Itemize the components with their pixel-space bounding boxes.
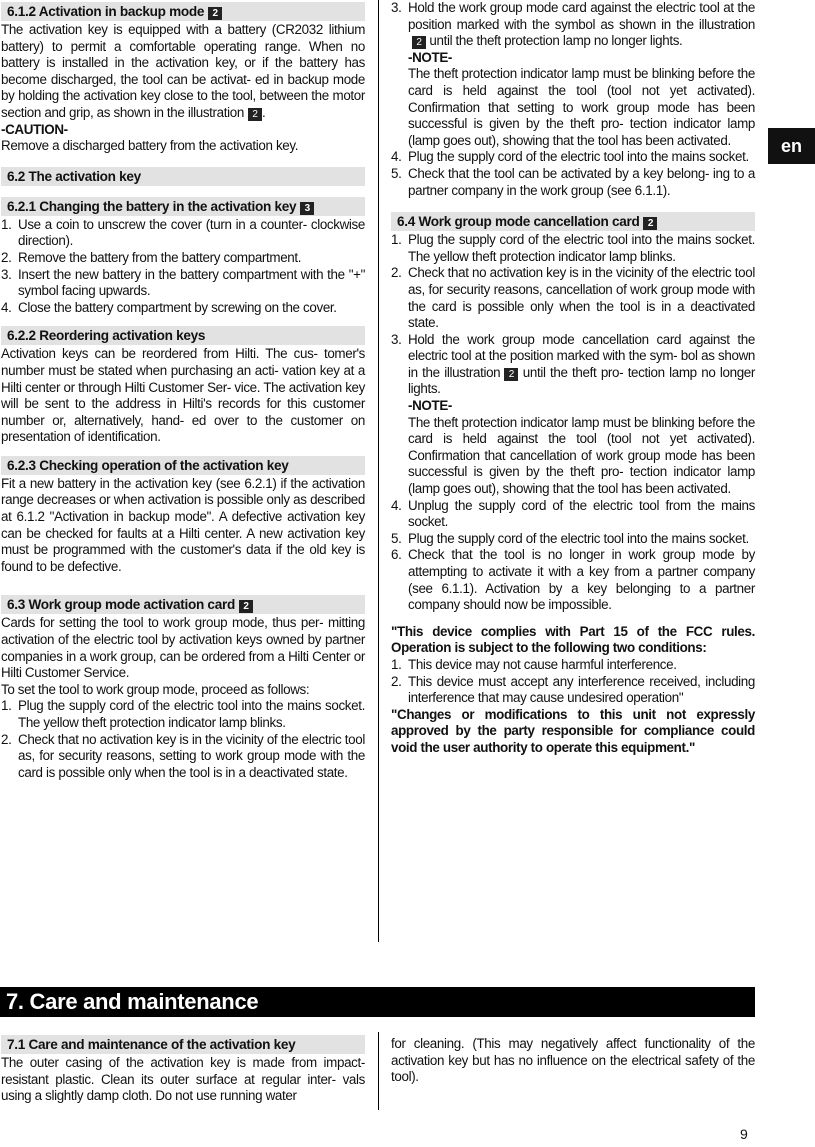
list-number: 2. xyxy=(391,673,402,689)
list-number: 3. xyxy=(391,331,402,347)
list-text: Plug the supply cord of the electric tool into the mains socket. The yellow theft protection indicator lamp blinks. xyxy=(18,698,365,730)
list-item xyxy=(391,332,755,498)
section-heading-6-2-2 xyxy=(1,326,365,345)
list-text-continued: until the theft pro- tection lamp no longer lights. xyxy=(408,364,756,397)
paragraph-care-left: The outer casing of the activation key is made from impact- resistant plastic. Clean its outer surface at regular inter- vals using a slightly damp cloth. Do not use running water xyxy=(1,1055,365,1104)
list-text: Check that the tool is no longer in work group mode by attempting to activate it with a key from a partner company (see 6.1.1). Activation by a key belonging to a partner company should now be impossible. xyxy=(408,547,755,613)
list-number: 5. xyxy=(391,165,402,181)
note-label: -NOTE- xyxy=(408,398,453,414)
caution-text: Remove a discharged battery from the activation key. xyxy=(1,138,299,154)
list-number: 1. xyxy=(391,232,402,248)
list-number: 3. xyxy=(1,266,12,282)
list-text: Insert the new battery in the battery compartment with the "+" symbol facing upwards. xyxy=(18,266,365,299)
note-text: The theft protection indicator lamp must be blinking before the card is held against the tool (tool not yet activated). Confirmation that setting to work group mode has been successful is given by the theft pro- tection indicator lamp (lamp goes out), showing that the tool has been activated. xyxy=(408,66,755,148)
list-number: 4. xyxy=(391,149,402,165)
right-column xyxy=(391,0,755,757)
fcc-changes-warning: "Changes or modifications to this unit not expressly approved by the party responsible for compliance could void the user authority to operate this equipment." xyxy=(391,706,755,755)
list-item xyxy=(1,250,365,267)
note-text: The theft protection indicator lamp must be blinking before the card is held against the tool (tool not yet activated). Confirmation that cancellation of work group mode has been successful is given by the theft pro- tection indicator lamp (lamp goes out), showing that the tool has been activated. xyxy=(408,414,755,497)
battery-steps-list xyxy=(1,217,365,317)
list-text: Close the battery compartment by screwing on the cover. xyxy=(18,299,337,315)
heading-text: 6.3 Work group mode activation card xyxy=(7,597,235,613)
column-divider-top xyxy=(378,0,379,942)
paragraph-care-right: for cleaning. (This may negatively affect functionality of the activation key but has no influence on the electrical safety of the tool). xyxy=(391,1036,755,1085)
list-text: Plug the supply cord of the electric tool into the mains socket. The yellow theft protection indicator lamp blinks. xyxy=(408,232,755,264)
paragraph-checking: Fit a new battery in the activation key (see 6.2.1) if the activation range decreases or when activation is possible only as described at 6.1.2 "Activation in backup mode". A defective activation key can be checked for faults at a Hilti center. A new activation key must be programmed with the customer's data if the old key is found to be defective. xyxy=(1,475,365,574)
heading-text: 6.4 Work group mode cancellation card xyxy=(397,214,640,230)
list-text: Hold the work group mode cancellation card against the electric tool at the position marked with the sym- bol as shown in the illustration xyxy=(408,331,755,380)
list-number: 4. xyxy=(1,299,12,315)
chapter7-left-column xyxy=(1,1035,365,1105)
section-heading-6-2 xyxy=(1,167,365,186)
list-number: 1. xyxy=(1,698,12,714)
heading-text: 6.2 The activation key xyxy=(7,168,141,184)
list-item xyxy=(1,217,365,250)
illustration-ref-badge: 2 xyxy=(208,7,222,20)
list-text: Plug the supply cord of the electric tool into the mains socket. xyxy=(408,530,749,546)
language-tab: en xyxy=(768,128,815,164)
column-divider-bottom xyxy=(378,1032,379,1110)
list-text: Check that the tool can be activated by a key belong- ing to a partner company in the work group (see 6.1.1). xyxy=(408,165,755,198)
list-number: 1. xyxy=(1,216,12,232)
section-heading-6-2-3 xyxy=(1,456,365,475)
illustration-ref-badge: 2 xyxy=(248,108,262,121)
chapter7-right-column xyxy=(391,1036,755,1086)
heading-text: 6.1.2 Activation in backup mode xyxy=(7,4,205,19)
list-number: 2. xyxy=(391,265,402,281)
list-text: Check that no activation key is in the vicinity of the electric tool as, for security reasons, cancellation of work group mode with the card is possible only when the tool is in a deactivated state. xyxy=(408,265,755,331)
paragraph-text: The activation key is equipped with a battery (CR2032 lithium battery) to permit a comfortable operating range. When no battery is installed in the activation key, or if the battery has become discharged, the tool can be activat- ed in backup mode by holding the activation key close to the tool, between the motor section and grip, as shown in the illustration xyxy=(1,22,365,120)
left-column xyxy=(1,2,365,781)
list-number: 6. xyxy=(391,547,402,563)
paragraph-work-group-card: Cards for setting the tool to work group mode, thus per- mitting activation of the electric tool by activation keys owned by partner companies in a work group, can be ordered from a Hilti Center or Hilti Customer Service. xyxy=(1,615,365,681)
list-item xyxy=(391,149,755,166)
illustration-ref-badge: 2 xyxy=(643,217,657,230)
chapter-heading: 7. Care and maintenance xyxy=(0,987,755,1017)
list-text-continued: until the theft protection lamp no longer lights. xyxy=(429,33,683,49)
section-heading-6-1-2 xyxy=(1,2,365,21)
illustration-ref-badge: 2 xyxy=(412,36,426,49)
heading-text: 6.2.1 Changing the battery in the activation key xyxy=(7,198,297,214)
heading-text: 7.1 Care and maintenance of the activation key xyxy=(7,1037,296,1052)
list-number: 3. xyxy=(391,0,402,15)
heading-text: 6.2.2 Reordering activation keys xyxy=(7,328,206,344)
list-text: Check that no activation key is in the vicinity of the electric tool as, for security reasons, setting to work group mode with the card is possible only when the tool is in a deactivated state. xyxy=(18,731,365,780)
list-number: 1. xyxy=(391,656,402,672)
list-item xyxy=(391,232,755,265)
paragraph-backup-mode xyxy=(1,22,365,122)
illustration-ref-badge: 3 xyxy=(300,202,314,215)
fcc-intro: "This device complies with Part 15 of the FCC rules. Operation is subject to the following two conditions: xyxy=(391,623,755,656)
section-heading-6-2-1 xyxy=(1,197,365,216)
list-text: Unplug the supply cord of the electric tool from the mains socket. xyxy=(408,497,755,530)
illustration-ref-badge: 2 xyxy=(504,368,518,381)
list-number: 2. xyxy=(1,249,12,265)
list-item xyxy=(391,498,755,531)
list-text: Hold the work group mode card against the electric tool at the position marked with the symbol as shown in the illustration xyxy=(408,0,755,32)
list-item xyxy=(1,698,365,731)
work-group-steps-list xyxy=(1,698,365,781)
section-heading-6-3 xyxy=(1,595,365,614)
list-item xyxy=(391,166,755,199)
illustration-ref-badge: 2 xyxy=(239,600,253,613)
fcc-conditions-list xyxy=(391,657,755,707)
list-item xyxy=(391,265,755,331)
section-heading-7-1 xyxy=(1,1035,365,1054)
list-text: This device may not cause harmful interference. xyxy=(408,656,677,672)
list-item xyxy=(391,674,755,707)
section-heading-6-4 xyxy=(391,212,755,231)
list-number: 5. xyxy=(391,530,402,546)
fcc-statement xyxy=(391,624,755,757)
caution-label: -CAUTION- xyxy=(1,121,68,137)
work-group-steps-continued xyxy=(391,0,755,199)
paragraph-end: . xyxy=(261,104,266,120)
list-item xyxy=(1,267,365,300)
list-item xyxy=(1,300,365,317)
list-number: 2. xyxy=(1,731,12,747)
list-text: Plug the supply cord of the electric tool into the mains socket. xyxy=(408,149,749,165)
list-item xyxy=(391,0,755,149)
paragraph-reordering: Activation keys can be reordered from Hilti. The cus- tomer's number must be stated when purchasing an acti- vation key at a Hilti center or through Hilti Customer Ser- vice. The activation key will be sent to the address in Hilti's records for this customer number or, alternatively, hand- ed over to the customer on presentation of identification. xyxy=(1,346,365,445)
list-text: This device must accept any interference received, including interference that may cause undesired operation" xyxy=(408,673,755,706)
list-text: Remove the battery from the battery compartment. xyxy=(18,249,302,265)
list-item xyxy=(391,547,755,613)
page-number: 9 xyxy=(740,1126,748,1142)
list-number: 4. xyxy=(391,497,402,513)
cancellation-steps-list xyxy=(391,232,755,614)
note-label: -NOTE- xyxy=(408,49,453,65)
list-item xyxy=(1,732,365,782)
paragraph-procedure-intro: To set the tool to work group mode, proceed as follows: xyxy=(1,681,310,697)
list-item xyxy=(391,657,755,674)
list-text: Use a coin to unscrew the cover (turn in a counter- clockwise direction). xyxy=(18,216,365,249)
list-item xyxy=(391,531,755,548)
heading-text: 6.2.3 Checking operation of the activation key xyxy=(7,457,289,473)
